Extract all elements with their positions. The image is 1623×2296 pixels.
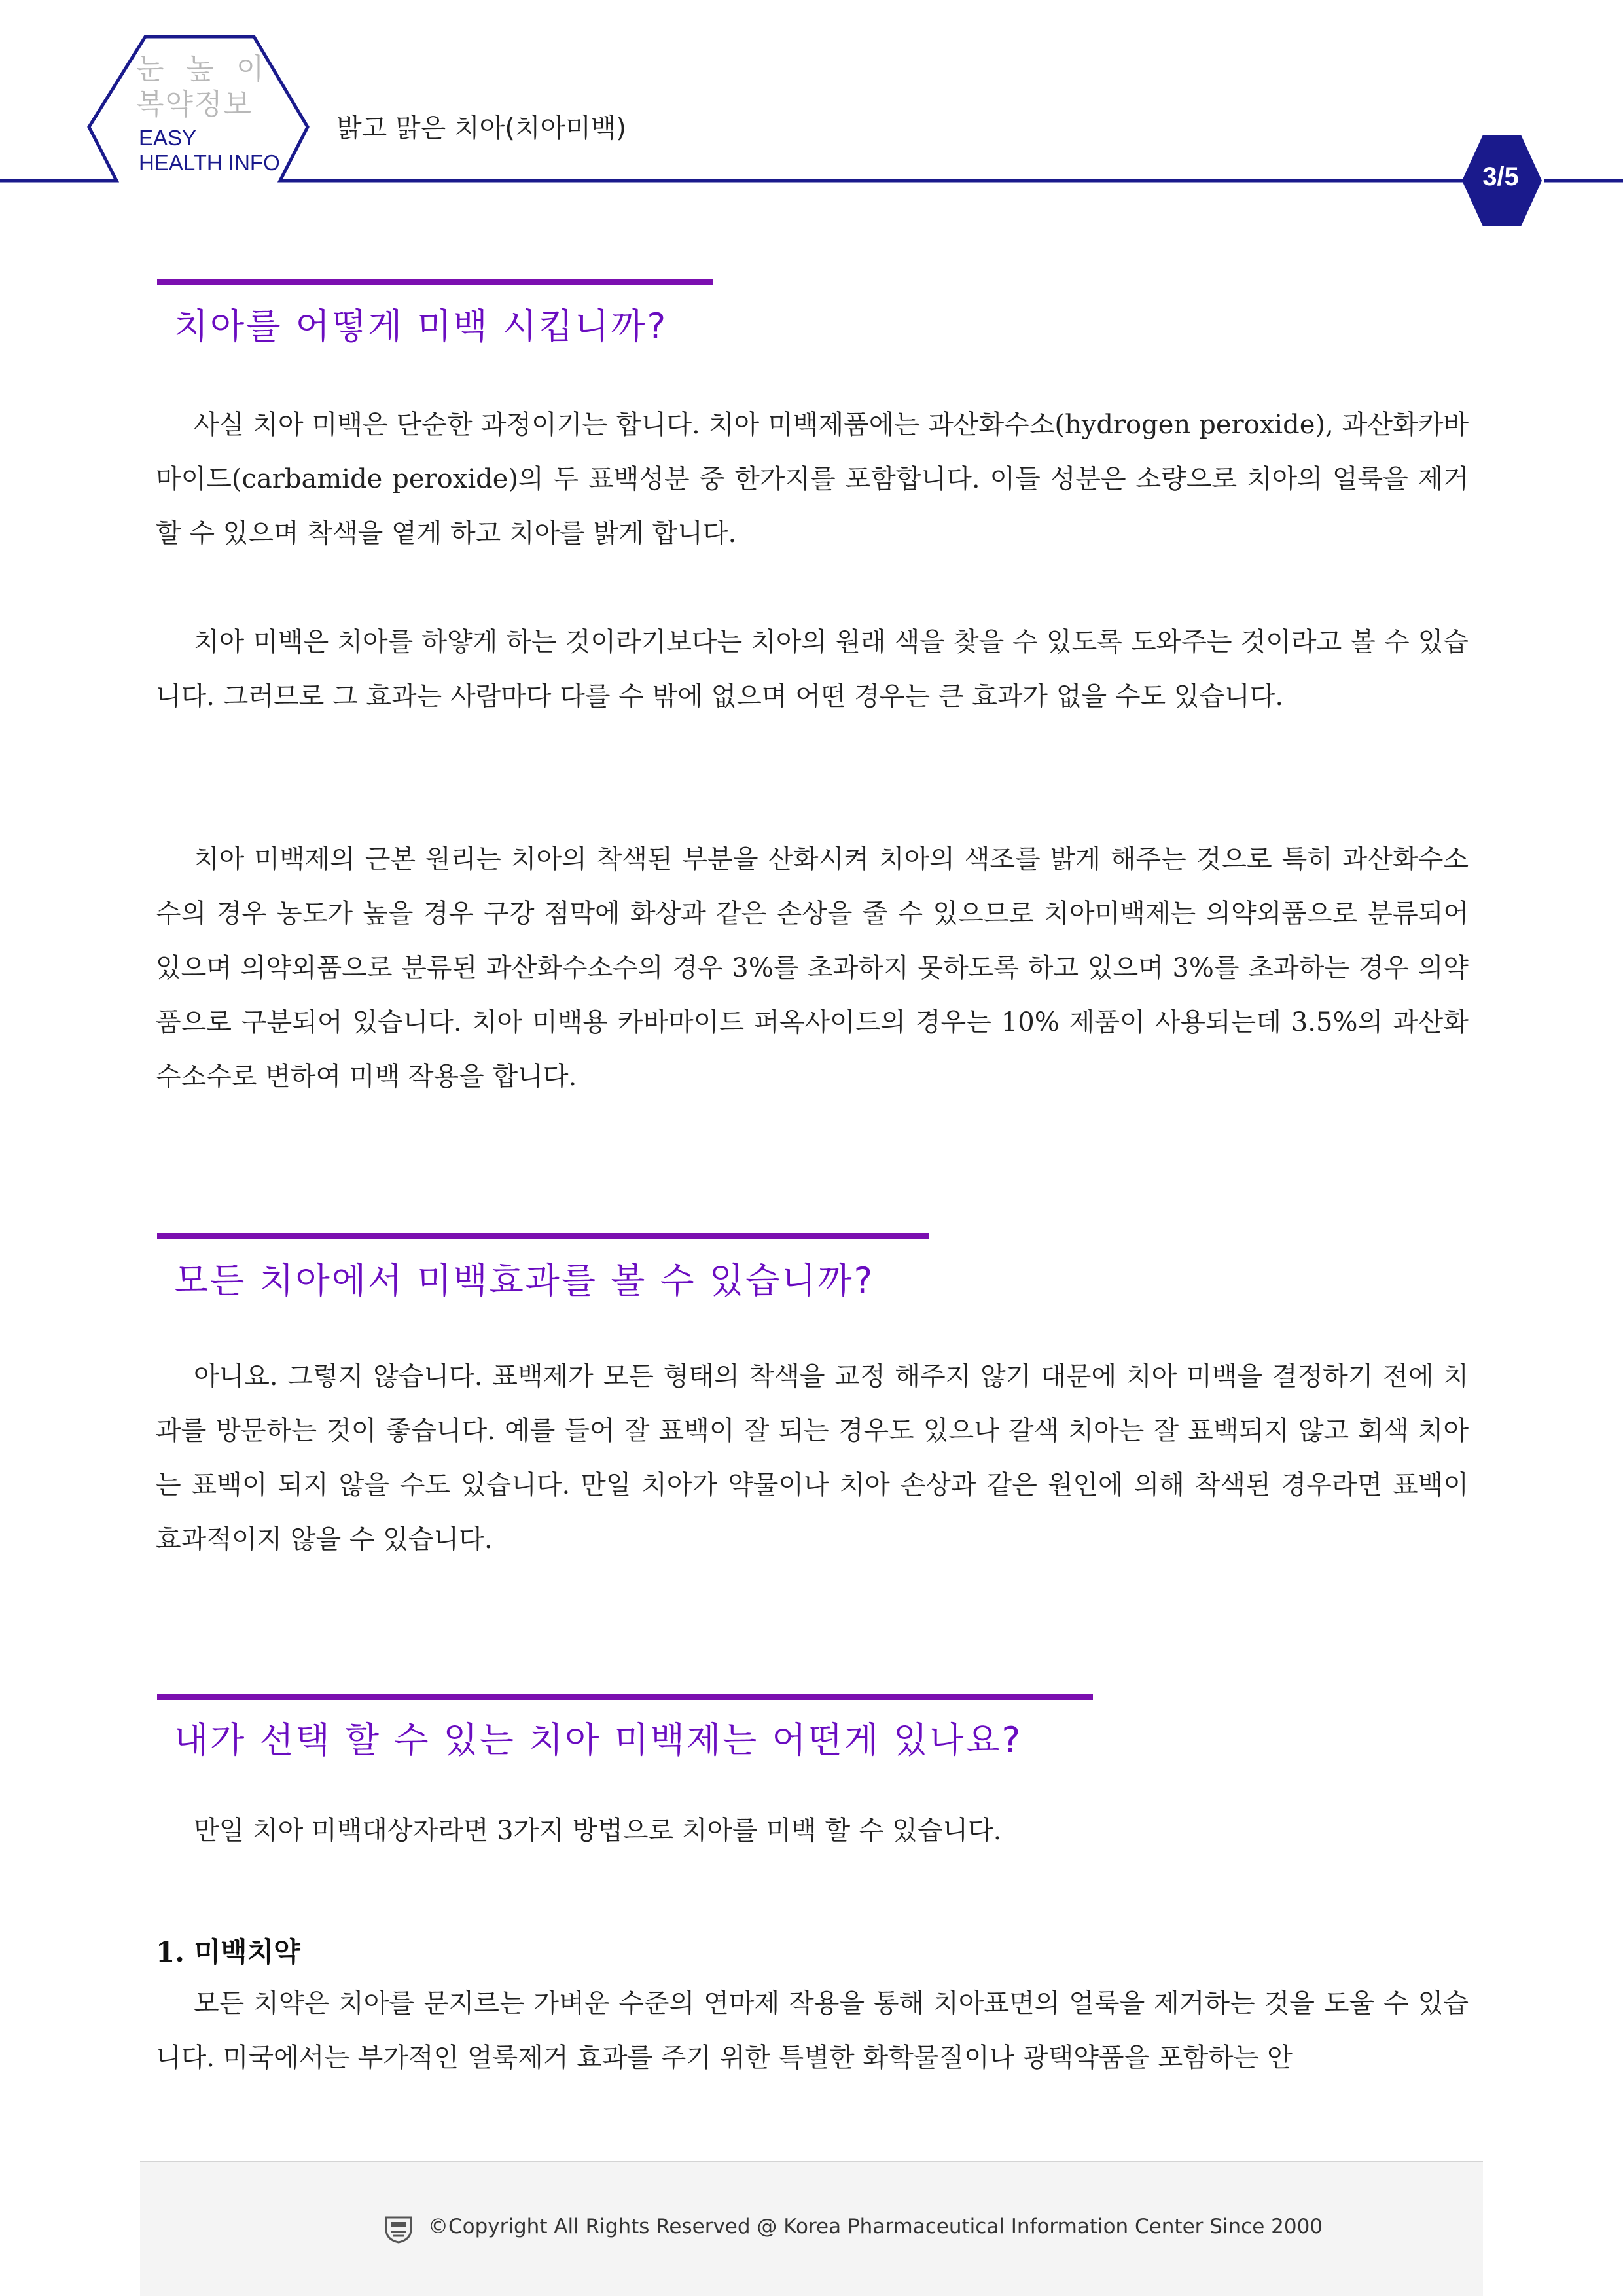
section-title: 모든 치아에서 미백효과를 볼 수 있습니까?: [174, 1260, 875, 1301]
logo-english-line1: EASY: [139, 126, 197, 150]
section-paragraph: 만일 치아 미백대상자라면 3가지 방법으로 치아를 미백 할 수 있습니다.: [194, 1816, 1002, 1846]
section-divider-bar: [157, 1233, 929, 1239]
subsection-heading: 1. 미백치약: [156, 1936, 300, 1968]
section-paragraph: 치아 미백제의 근본 원리는 치아의 착색된 부분을 산화시켜 치아의 색조를 밝게 해주는 것으로 특히 과산화수소수의 경우 농도가 높을 경우 구강 점막에 화상과 같은 손상을 줄 수 있으므로 치아미백제는 의약외품으로 분류되어 있으며 의약외품으로 분류된 과산화수소수의 경우 3%를 초과하지 못하도록 하고 있으며 3%를 초과하는 경우 의약품으로 구분되어 있습니다. 치아 미백용 카바마이드 퍼옥사이드의 경우는 10% 제품이 사용되는데 3.5%의 과산화수소수로 변하여 미백 작용을 합니다.: [156, 844, 1469, 1092]
section-divider-bar: [157, 1694, 1093, 1700]
page-indicator: 3/5: [1482, 162, 1519, 191]
kpic-emblem-icon: [383, 2215, 414, 2244]
section-title: 내가 선택 할 수 있는 치아 미백제는 어떤게 있나요?: [174, 1719, 1023, 1761]
section-paragraph: 치아 미백은 치아를 하얗게 하는 것이라기보다는 치아의 원래 색을 찾을 수 있도록 도와주는 것이라고 볼 수 있습니다. 그러므로 그 효과는 사람마다 다를 수 밖에 없으며 어떤 경우는 큰 효과가 없을 수도 있습니다.: [156, 627, 1469, 711]
copyright-text: ©Copyright All Rights Reserved @ Korea Pharmaceutical Information Center Since 2000: [428, 2215, 1323, 2238]
logo-korean-line1: 눈 높 이: [136, 52, 271, 86]
section-divider-bar: [157, 279, 713, 285]
section-title: 치아를 어떻게 미백 시킵니까?: [174, 306, 668, 347]
subsection-paragraph: 모든 치약은 치아를 문지르는 가벼운 수준의 연마제 작용을 통해 치아표면의 얼룩을 제거하는 것을 도울 수 있습니다. 미국에서는 부가적인 얼룩제거 효과를 주기 위한 특별한 화학물질이나 광택약품을 포함하는 안: [156, 1988, 1469, 2073]
logo-english-line2: HEALTH INFO: [139, 151, 280, 175]
section-paragraph: 아니요. 그렇지 않습니다. 표백제가 모든 형태의 착색을 교정 해주지 않기 대문에 치아 미백을 결정하기 전에 치과를 방문하는 것이 좋습니다. 예를 들어 잘 표백이 잘 되는 경우도 있으나 갈색 치아는 잘 표백되지 않고 회색 치아는 표백이 되지 않을 수도 있습니다. 만일 치아가 약물이나 치아 손상과 같은 원인에 의해 착색된 경우라면 표백이 효과적이지 않을 수 있습니다.: [156, 1361, 1469, 1554]
section-paragraph: 사실 치아 미백은 단순한 과정이기는 합니다. 치아 미백제품에는 과산화수소(hydrogen peroxide), 과산화카바마이드(carbamide peroxide)의 두 표백성분 중 한가지를 포함합니다. 이들 성분은 소량으로 치아의 얼룩을 제거 할 수 있으며 착색을 옅게 하고 치아를 밝게 합니다.: [156, 410, 1469, 548]
logo-korean-line2: 복약정보: [136, 88, 253, 121]
document-title: 밝고 맑은 치아(치아미백): [336, 113, 627, 143]
